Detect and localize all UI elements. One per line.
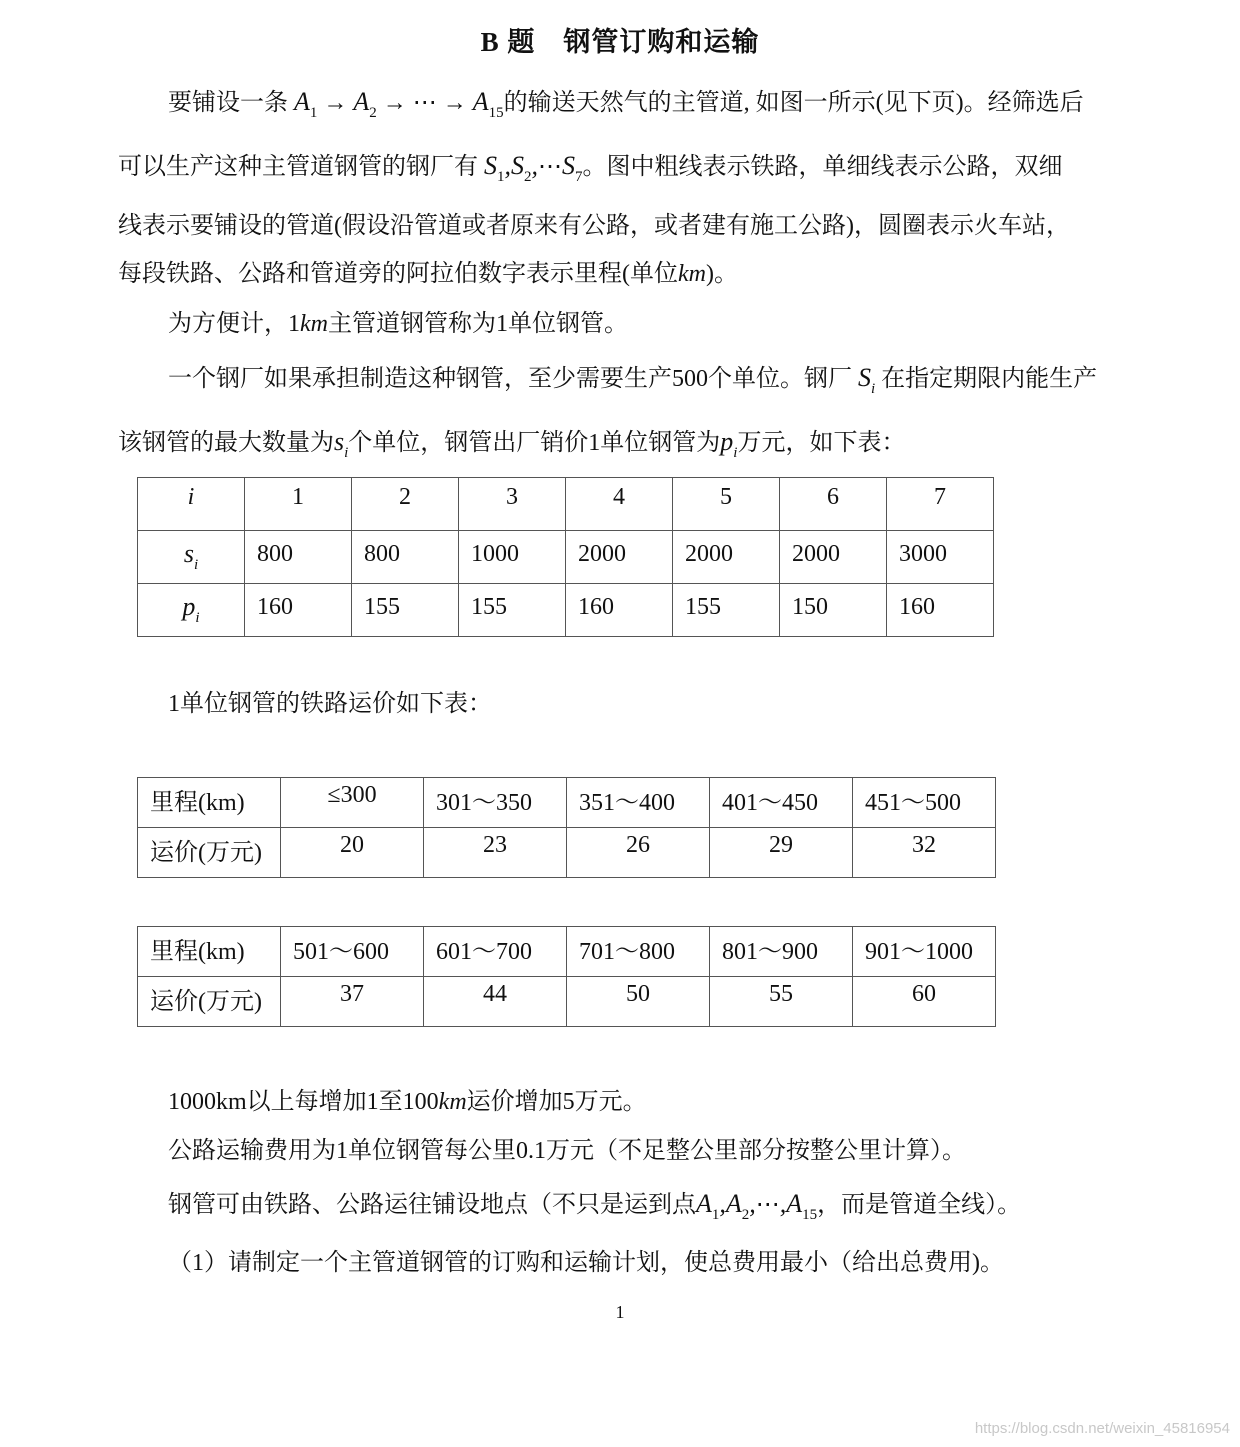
subscript: 2 <box>369 105 377 121</box>
text: 为方便计，1 <box>168 311 300 337</box>
table-cell <box>424 977 567 1027</box>
cell-value: 155 <box>471 594 507 620</box>
text: 要铺设一条 <box>168 90 288 116</box>
table-cell <box>780 584 887 637</box>
text: 在指定期限内能生产 <box>881 366 1098 392</box>
rail-price-table-2 <box>137 926 996 1027</box>
row-label: 里程(km) <box>150 939 245 965</box>
cell-value: 2000 <box>792 541 840 567</box>
table-cell <box>780 531 887 584</box>
column-header: 6 <box>827 484 839 510</box>
text: 万元，如下表： <box>737 430 906 456</box>
distance-range: 301～350 <box>436 790 532 816</box>
text: 一个钢厂如果承担制造这种钢管，至少需要生产500个单位。钢厂 <box>168 366 852 392</box>
page-number: 1 <box>615 1302 625 1322</box>
table-cell <box>853 828 996 878</box>
title-main: 钢管订购和运输 <box>563 27 760 57</box>
table-cell <box>710 977 853 1027</box>
paragraph-2 <box>168 308 628 340</box>
page-title <box>0 20 1240 59</box>
unit-km: km <box>300 311 328 337</box>
cell-value: 160 <box>578 594 614 620</box>
table-cell <box>352 584 459 637</box>
table-cell <box>853 778 996 828</box>
text: 1000km以上每增加1至100 <box>168 1089 439 1115</box>
distance-range: 501～600 <box>293 939 389 965</box>
table-cell <box>138 778 281 828</box>
paragraph-3-line-1 <box>168 362 1097 405</box>
paragraph-1-line-3: 线表示要铺设的管道(假设沿管道或者原来有公路，或者建有施工公路)，圆圈表示火车站， <box>118 213 1070 239</box>
subscript: 2 <box>524 169 532 185</box>
table-cell <box>566 478 673 531</box>
subscript: i <box>193 557 199 573</box>
price-value: 29 <box>769 832 793 858</box>
table-cell <box>352 478 459 531</box>
table-cell <box>710 927 853 977</box>
subscript: i <box>344 445 349 461</box>
distance-range: 801～900 <box>722 939 818 965</box>
price-value: 55 <box>769 981 793 1007</box>
comma: , <box>504 151 511 180</box>
paragraph-1-line-1 <box>168 86 1084 129</box>
table-cell <box>424 927 567 977</box>
rail-price-table-1 <box>137 777 996 878</box>
subscript: 7 <box>575 169 583 185</box>
distance-range: 701～800 <box>579 939 675 965</box>
subscript: 1 <box>309 105 318 121</box>
table-cell <box>459 478 566 531</box>
distance-range: 901～1000 <box>865 939 973 965</box>
table-cell <box>459 531 566 584</box>
price-value: 50 <box>626 981 650 1007</box>
cell-value: 160 <box>899 594 935 620</box>
math-var: A <box>696 1189 712 1218</box>
ellipsis-symbol: ⋯ <box>412 90 437 116</box>
table-cell <box>567 927 710 977</box>
table-cell <box>424 778 567 828</box>
table-cell <box>567 977 710 1027</box>
header-label: i <box>187 484 195 510</box>
cell-value: 3000 <box>899 541 947 567</box>
text: 该钢管的最大数量为 <box>118 430 334 456</box>
table-cell <box>853 927 996 977</box>
price-value: 20 <box>340 832 364 858</box>
comma: , <box>531 151 538 180</box>
table-cell <box>245 478 352 531</box>
arrow-symbol: → <box>382 90 407 116</box>
table-cell <box>853 977 996 1027</box>
text: ，而是管道全线）。 <box>817 1192 1022 1218</box>
column-header: 7 <box>934 484 946 510</box>
math-var: A <box>294 87 310 116</box>
math-var: S <box>562 151 575 180</box>
math-var: A <box>472 87 489 116</box>
table-cell <box>710 778 853 828</box>
comma: , <box>719 1189 726 1218</box>
cell-value: 150 <box>792 594 828 620</box>
column-header: 5 <box>720 484 732 510</box>
table-cell <box>887 584 994 637</box>
table-row <box>138 977 996 1027</box>
column-header: 2 <box>399 484 411 510</box>
table-cell <box>138 927 281 977</box>
distance-range: 601～700 <box>436 939 532 965</box>
table-row <box>138 778 996 828</box>
table-cell <box>673 584 780 637</box>
distance-range: 451～500 <box>865 790 961 816</box>
table-cell <box>352 531 459 584</box>
text: 运价增加5万元。 <box>466 1089 647 1115</box>
table-cell <box>138 977 281 1027</box>
cell-value: 800 <box>257 541 293 567</box>
price-value: 44 <box>483 981 507 1007</box>
price-value: 26 <box>626 832 650 858</box>
price-value: 60 <box>912 981 936 1007</box>
table-cell <box>245 531 352 584</box>
price-value: 37 <box>340 981 364 1007</box>
row-label: 运价(万元) <box>150 840 262 866</box>
table-cell <box>566 531 673 584</box>
watermark-url: https://blog.csdn.net/weixin_45816954 <box>974 1420 1230 1437</box>
math-var: s <box>183 539 194 568</box>
table-row <box>138 478 994 531</box>
row-label: 运价(万元) <box>150 989 262 1015</box>
text: 钢管可由铁路、公路运往铺设地点（不只是运到点 <box>168 1192 696 1218</box>
arrow-symbol: → <box>323 90 348 116</box>
distance-range: 401～450 <box>722 790 818 816</box>
table-cell <box>710 828 853 878</box>
subscript: 1 <box>711 1207 720 1223</box>
table-cell <box>887 531 994 584</box>
table-cell <box>138 531 245 584</box>
ellipsis-symbol: ⋯ <box>538 154 562 180</box>
cell-value: 2000 <box>685 541 733 567</box>
text: 可以生产这种主管道钢管的钢厂有 <box>118 154 478 180</box>
distance-range: 351～400 <box>579 790 675 816</box>
table-cell <box>281 778 424 828</box>
table-cell <box>567 828 710 878</box>
unit-km: km <box>438 1089 467 1115</box>
table-cell <box>459 584 566 637</box>
cell-value: 160 <box>257 594 293 620</box>
title-prefix: B 题 <box>480 27 536 57</box>
subscript: 15 <box>488 105 504 121</box>
table-cell <box>281 977 424 1027</box>
cell-value: 800 <box>364 541 400 567</box>
column-header: 1 <box>292 484 304 510</box>
distance-range: ≤300 <box>327 782 377 808</box>
math-var: A <box>353 87 370 116</box>
question-1: （1）请制定一个主管道钢管的订购和运输计划，使总费用最小（给出总费用)。 <box>168 1250 1004 1276</box>
table-cell <box>424 828 567 878</box>
text: )。 <box>705 261 738 287</box>
table-cell <box>245 584 352 637</box>
subscript: i <box>733 445 738 461</box>
table-cell <box>780 478 887 531</box>
price-value: 23 <box>483 832 507 858</box>
cell-value: 155 <box>685 594 721 620</box>
table-cell <box>138 478 245 531</box>
table-cell <box>281 927 424 977</box>
paragraph-1-line-4 <box>118 258 738 290</box>
table-cell <box>887 478 994 531</box>
table-cell <box>673 531 780 584</box>
text: 的输送天然气的主管道, 如图一所示(见下页)。经筛选后 <box>503 90 1084 116</box>
cell-value: 2000 <box>578 541 626 567</box>
table-cell <box>138 828 281 878</box>
math-var: p <box>182 592 196 621</box>
row-label: 里程(km) <box>150 790 245 816</box>
cell-value: 155 <box>364 594 400 620</box>
subscript: i <box>871 381 876 397</box>
subscript: 1 <box>497 169 505 185</box>
ellipsis-symbol: ⋯ <box>755 1192 780 1218</box>
subscript: 15 <box>802 1207 818 1223</box>
rail-price-intro: 1单位钢管的铁路运价如下表： <box>168 691 492 717</box>
table-row <box>138 584 994 637</box>
column-header: 4 <box>613 484 625 510</box>
paragraph-1-line-2 <box>118 150 1063 193</box>
paragraph-6 <box>168 1188 1021 1231</box>
math-var: A <box>786 1189 803 1218</box>
table-cell <box>566 584 673 637</box>
text: 主管道钢管称为1单位钢管。 <box>327 311 628 337</box>
table-row <box>138 927 996 977</box>
factory-table <box>137 477 994 637</box>
table-row <box>138 828 996 878</box>
paragraph-3-line-2 <box>118 426 905 469</box>
paragraph-4 <box>168 1086 647 1118</box>
subscript: 2 <box>741 1207 750 1223</box>
math-var: S <box>511 151 524 180</box>
text: 每段铁路、公路和管道旁的阿拉伯数字表示里程(单位 <box>118 261 678 287</box>
math-var: p <box>720 427 734 456</box>
text: 。图中粗线表示铁路，单细线表示公路，双细 <box>582 154 1063 180</box>
table-cell <box>567 778 710 828</box>
cell-value: 1000 <box>471 541 519 567</box>
comma: , <box>779 1189 787 1218</box>
arrow-symbol: → <box>442 90 467 116</box>
unit-km: km <box>678 261 706 287</box>
table-cell <box>673 478 780 531</box>
math-var: S <box>484 151 497 180</box>
subscript: i <box>195 610 200 626</box>
table-row <box>138 531 994 584</box>
price-value: 32 <box>912 832 936 858</box>
comma: , <box>749 1189 756 1218</box>
paragraph-5: 公路运输费用为1单位钢管每公里0.1万元（不足整公里部分按整公里计算）。 <box>168 1138 966 1164</box>
math-var: s <box>334 427 345 456</box>
math-var: S <box>858 363 871 392</box>
column-header: 3 <box>506 484 518 510</box>
table-cell <box>281 828 424 878</box>
text: 个单位，钢管出厂销价1单位钢管为 <box>348 430 721 456</box>
table-cell <box>138 584 245 637</box>
math-var: A <box>725 1189 742 1218</box>
